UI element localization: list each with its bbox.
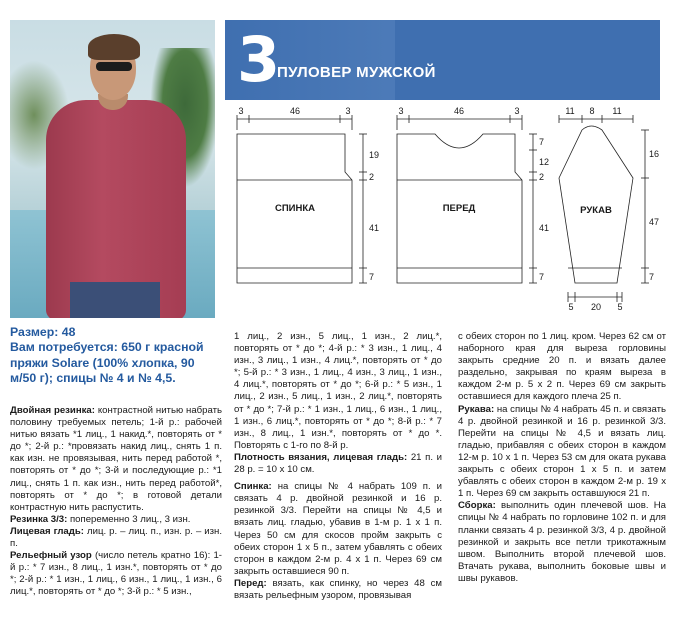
double-rib-heading: Двойная резинка: <box>10 405 95 416</box>
dim-back-side-4: 7 <box>369 272 375 282</box>
sleeves-paragraph <box>458 404 666 501</box>
sunglasses <box>96 62 132 71</box>
sweater-photo <box>10 20 215 318</box>
dim-back-2: 46 <box>289 106 301 116</box>
front-heading: Перед: <box>234 577 267 589</box>
dim-back-side-2: 2 <box>369 172 375 182</box>
size-and-materials <box>10 325 222 386</box>
assembly-paragraph <box>458 500 666 585</box>
pattern-schematic <box>225 100 660 315</box>
front-continued: с обеих сторон по 1 лиц. кром. Через 62 см от наборного края для выреза горловины закрыть средние 20 п. и вязать далее раздельно, закрывая по краям выреза в каждом 2-м р. 5 х 2 п. Через 69 см закрыть оставшиеся для каждого плеча 25 п. <box>458 331 666 403</box>
dim-back-1: 3 <box>238 106 244 116</box>
dim-sleeve-bottom-2: 20 <box>590 302 602 312</box>
dim-back-side-3: 41 <box>369 223 380 233</box>
dim-sleeve-side-1: 16 <box>649 149 660 159</box>
back-label: СПИНКА <box>274 203 316 214</box>
rib-3-3-paragraph <box>10 514 222 526</box>
size-line: Размер: 48 <box>10 325 76 339</box>
front-text: вязать, как спинку, но через 48 см вязать рельефным узором, провязывая <box>234 577 442 601</box>
front-label: ПЕРЕД <box>442 203 476 214</box>
front-paragraph <box>234 578 442 602</box>
relief-pattern-text: (число петель кратно 16): 1-й р.: * 7 изн., 8 лиц., 1 изн.*, повторять от * до *; 2-й р.: * 1 изн., 1 лиц., 6 изн., 1 лиц., 1 изн., 6 лиц.*, повторять от * до *; 3-й р.: * 5 изн., <box>10 550 222 598</box>
assembly-text: выполнить один плечевой шов. На спицы № 4 набрать по горловине 102 п. и для планки связать 4 р. резинкой 3/3, 4 р. двойной резинкой и закрыть все петли трикотажным швом. Выполнить второй плечевой шов. Втачать рукава, выполнить боковые швы и швы рукавов. <box>458 500 666 584</box>
dim-sleeve-3: 11 <box>612 106 622 116</box>
sleeve-label: РУКАВ <box>580 205 612 216</box>
relief-pattern-paragraph <box>10 550 222 598</box>
dim-sleeve-1: 11 <box>565 106 575 116</box>
dim-front-side-2: 12 <box>539 157 550 167</box>
pattern-number: 3 <box>237 23 281 96</box>
instructions-column-1 <box>10 405 222 599</box>
stockinette-heading: Лицевая гладь: <box>10 525 84 537</box>
dim-front-2: 46 <box>453 106 465 116</box>
rib-3-3-text: попеременно 3 лиц., 3 изн. <box>69 513 191 525</box>
dim-front-3: 3 <box>514 106 520 116</box>
dim-back-3: 3 <box>345 106 351 116</box>
dim-sleeve-bottom-1: 5 <box>568 302 574 312</box>
double-rib-text: контрастной нитью набрать половину требуемых петель; 1-й р.: рабочей нитью вязать *1 лиц., 1 накид.*, повторять от * до *; 2-й р.: *провязать накид лиц., снять 1 п. как изн. не провязывая, нить перед работой *, повторять от * до *; 3-й и последующие р.: *1 лиц., снять 1 п. как изн., нить перед работой*, повторять от * до *; в готовой детали контрастную нить распустить. <box>10 405 223 513</box>
header-band <box>225 20 660 100</box>
jeans <box>70 282 160 318</box>
dim-front-side-1: 7 <box>539 137 545 147</box>
dim-front-side-3: 2 <box>539 172 545 182</box>
materials-line: Вам потребуется: 650 г красной пряжи Solare (100% хлопка, 90 м/50 г); спицы № 4 и № 4,5. <box>10 340 204 385</box>
gauge-heading: Плотность вязания, лицевая гладь: <box>234 451 408 463</box>
dim-front-1: 3 <box>398 106 404 116</box>
back-text: на спицы № 4 набрать 109 п. и связать 4 р. двойной резинкой и 16 р. резинкой 3/3. Перейти на спицы № 4,5 и вязать лиц. гладью, убавив в 1-м р. 1 х 1 п. Через 50 см для скосов пройм закрыть с обеих сторон 1 х 5 п., затем убавлять с обеих сторон в каждом 2-м р. 4 х 1 п. Через 69 см закрыть оставшиеся 90 п. <box>234 481 442 577</box>
dim-front-side-5: 7 <box>539 272 545 282</box>
gauge-text: 21 п. и 28 р. = 10 х 10 см. <box>234 451 442 476</box>
instructions-column-3 <box>458 331 666 585</box>
sleeves-heading: Рукава: <box>458 403 495 415</box>
dim-back-side-1: 19 <box>369 150 380 160</box>
dim-sleeve-side-2: 47 <box>649 217 660 227</box>
assembly-heading: Сборка: <box>458 500 496 512</box>
pattern-title: ПУЛОВЕР МУЖСКОЙ <box>277 64 436 81</box>
rib-3-3-heading: Резинка 3/3: <box>10 513 68 525</box>
double-rib-paragraph <box>10 405 222 514</box>
instructions-column-2 <box>234 331 442 602</box>
back-paragraph <box>234 481 442 578</box>
model-hair <box>88 34 140 60</box>
back-heading: Спинка: <box>234 481 272 493</box>
dim-front-side-4: 41 <box>539 223 550 233</box>
gauge-paragraph <box>234 452 442 476</box>
dim-sleeve-2: 8 <box>589 106 595 116</box>
relief-pattern-heading: Рельефный узор <box>10 550 92 562</box>
dim-sleeve-bottom-3: 5 <box>617 302 623 312</box>
dim-sleeve-side-3: 7 <box>649 272 655 282</box>
stockinette-text: лиц. р. – лиц. п., изн. р. – изн. п. <box>10 525 223 550</box>
relief-pattern-continued: 1 лиц., 2 изн., 5 лиц., 1 изн., 2 лиц.*, повторять от * до *; 4-й р.: * 3 изн., 1 лиц., 4 изн., 3 лиц., 1 изн., 4 лиц.*, повторять от * до *; 5-й р.: * 3 изн., 1 лиц., 4 изн., 3 лиц., 1 изн., 4 лиц.*, повторять от * до *; 6-й р.: * 5 изн., 1 лиц., 2 изн., 5 лиц., 1 изн., 2 лиц.*, повторять от * до *; 7-й р.: * 1 изн., 1 лиц., 6 изн., 1 лиц., 1 изн., 6 лиц.*, повторять от * до *; 8-й р.: * 7 изн., 8 лиц., 1 изн.*, повторять от * до *. Повторять с 1-го по 8-й р. <box>234 331 442 451</box>
sleeves-text: на спицы № 4 набрать 45 п. и связать 4 р. двойной резинкой и 16 р. резинкой 3/3. Перейти на спицы № 4,5 и вязать лиц. гладью, прибавляя с обеих сторон в каждом 12-м р. 10 х 1 п. Через 53 см для оката рукава закрыть с обеих сторон 1 х 5 п. и затем убавлять с обеих сторон в каждом 2-м р. 19 х 1 п. Через 69 см закрыть оставшуюся 21 п. <box>458 403 666 500</box>
stockinette-paragraph <box>10 526 222 550</box>
